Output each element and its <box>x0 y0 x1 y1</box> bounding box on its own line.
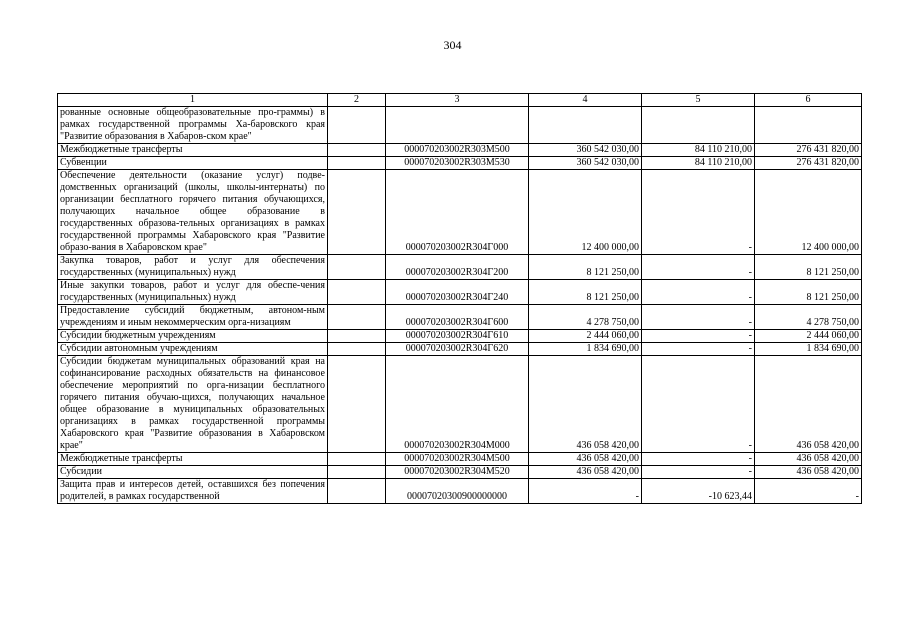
row-col2-cell <box>328 144 386 157</box>
row-col4-amount: 436 058 420,00 <box>529 453 642 466</box>
row-col5-amount: - <box>642 453 755 466</box>
table-row <box>58 453 862 466</box>
row-col4-amount: 2 444 060,00 <box>529 330 642 343</box>
table-row <box>58 170 862 255</box>
row-col2-cell <box>328 453 386 466</box>
row-col2-cell <box>328 255 386 280</box>
row-code-cell: 000070203002R303M500 <box>386 144 529 157</box>
row-col6-amount: - <box>755 479 862 504</box>
column-header-4: 4 <box>529 94 642 107</box>
table-row <box>58 466 862 479</box>
row-col4-amount: 12 400 000,00 <box>529 170 642 255</box>
row-col2-cell <box>328 330 386 343</box>
row-col4-amount <box>529 107 642 144</box>
row-code-cell: 000070203002R304M520 <box>386 466 529 479</box>
row-col2-cell <box>328 107 386 144</box>
row-col6-amount: 436 058 420,00 <box>755 466 862 479</box>
row-col6-amount: 1 834 690,00 <box>755 343 862 356</box>
row-col6-amount: 436 058 420,00 <box>755 356 862 453</box>
row-col2-cell <box>328 280 386 305</box>
row-col5-amount: - <box>642 330 755 343</box>
row-col4-amount: 8 121 250,00 <box>529 280 642 305</box>
row-code-cell: 000070203002R304M500 <box>386 453 529 466</box>
row-name-cell: Субсидии бюджетным учреждениям <box>58 330 328 343</box>
row-col2-cell <box>328 157 386 170</box>
row-code-cell: 000070203002R303M530 <box>386 157 529 170</box>
row-name-cell: Предоставление субсидий бюджетным, автоном-ным учреждениям и иным некоммерческим орга-низациям <box>58 305 328 330</box>
row-col4-amount: 436 058 420,00 <box>529 356 642 453</box>
row-col4-amount: 360 542 030,00 <box>529 144 642 157</box>
row-col2-cell <box>328 466 386 479</box>
row-col6-amount: 12 400 000,00 <box>755 170 862 255</box>
column-header-5: 5 <box>642 94 755 107</box>
row-col5-amount: 84 110 210,00 <box>642 157 755 170</box>
row-col2-cell <box>328 305 386 330</box>
budget-table <box>57 93 862 504</box>
row-name-cell: Субсидии <box>58 466 328 479</box>
table-row <box>58 479 862 504</box>
row-code-cell: 00007020300900000000 <box>386 479 529 504</box>
row-col5-amount: - <box>642 343 755 356</box>
table-row <box>58 107 862 144</box>
table-row <box>58 255 862 280</box>
row-col5-amount: - <box>642 170 755 255</box>
row-name-cell: Субсидии бюджетам муниципальных образований края на софинансирование расходных обязательств на финансовое обеспечение мероприятий по орга-низации бесплатного горячего питания обучаю-щихся, получающих начальное общее образование в муниципальных образовательных организациях в рамках государственной программы Хабаровского края "Развитие образования в Хабаровском крае" <box>58 356 328 453</box>
column-header-6: 6 <box>755 94 862 107</box>
row-col4-amount: 360 542 030,00 <box>529 157 642 170</box>
row-col2-cell <box>328 343 386 356</box>
row-col6-amount: 4 278 750,00 <box>755 305 862 330</box>
row-name-cell: Закупка товаров, работ и услуг для обеспечения государственных (муниципальных) нужд <box>58 255 328 280</box>
row-col2-cell <box>328 479 386 504</box>
row-col6-amount: 8 121 250,00 <box>755 255 862 280</box>
row-name-cell: Субвенции <box>58 157 328 170</box>
row-col5-amount <box>642 107 755 144</box>
row-code-cell: 000070203002R304Г000 <box>386 170 529 255</box>
row-code-cell <box>386 107 529 144</box>
row-name-cell: Защита прав и интересов детей, оставшихся без попечения родителей, в рамках государственной <box>58 479 328 504</box>
row-name-cell: Обеспечение деятельности (оказание услуг) подве-домственных организаций (школы, школы-интернаты) по организации бесплатного горячего питания обучающихся, получающих начальное общее образование в государственных образова-тельных организациях в рамках государственной программы Хабаровского края "Развитие образо-вания в Хабаровском крае" <box>58 170 328 255</box>
row-col5-amount: -10 623,44 <box>642 479 755 504</box>
row-code-cell: 000070203002R304Г610 <box>386 330 529 343</box>
row-col5-amount: - <box>642 356 755 453</box>
table-row <box>58 305 862 330</box>
page-number: 304 <box>443 38 462 52</box>
row-col5-amount: 84 110 210,00 <box>642 144 755 157</box>
row-col6-amount: 436 058 420,00 <box>755 453 862 466</box>
table-body <box>58 107 862 504</box>
table-row <box>58 356 862 453</box>
column-header-3: 3 <box>386 94 529 107</box>
row-col6-amount: 276 431 820,00 <box>755 157 862 170</box>
row-col6-amount: 276 431 820,00 <box>755 144 862 157</box>
row-col4-amount: 436 058 420,00 <box>529 466 642 479</box>
column-header-2: 2 <box>328 94 386 107</box>
row-name-cell: рованные основные общеобразовательные про-граммы) в рамках государственной программы Ха-баровского края "Развитие образования в Хабаров-ском крае" <box>58 107 328 144</box>
row-col4-amount: - <box>529 479 642 504</box>
row-col6-amount: 2 444 060,00 <box>755 330 862 343</box>
row-col2-cell <box>328 356 386 453</box>
row-col6-amount: 8 121 250,00 <box>755 280 862 305</box>
row-col4-amount: 4 278 750,00 <box>529 305 642 330</box>
row-name-cell: Субсидии автономным учреждениям <box>58 343 328 356</box>
column-header-1: 1 <box>58 94 328 107</box>
table-header-row <box>58 94 862 107</box>
row-col5-amount: - <box>642 280 755 305</box>
row-name-cell: Межбюджетные трансферты <box>58 144 328 157</box>
row-col6-amount <box>755 107 862 144</box>
table-row <box>58 157 862 170</box>
row-col5-amount: - <box>642 466 755 479</box>
row-col5-amount: - <box>642 255 755 280</box>
row-col2-cell <box>328 170 386 255</box>
row-name-cell: Иные закупки товаров, работ и услуг для обеспе-чения государственных (муниципальных) нужд <box>58 280 328 305</box>
table-row <box>58 343 862 356</box>
row-code-cell: 000070203002R304M000 <box>386 356 529 453</box>
row-col4-amount: 1 834 690,00 <box>529 343 642 356</box>
row-col5-amount: - <box>642 305 755 330</box>
row-code-cell: 000070203002R304Г620 <box>386 343 529 356</box>
table-row <box>58 330 862 343</box>
row-code-cell: 000070203002R304Г200 <box>386 255 529 280</box>
row-col4-amount: 8 121 250,00 <box>529 255 642 280</box>
table-row <box>58 144 862 157</box>
row-code-cell: 000070203002R304Г240 <box>386 280 529 305</box>
row-code-cell: 000070203002R304Г600 <box>386 305 529 330</box>
table-row <box>58 280 862 305</box>
row-name-cell: Межбюджетные трансферты <box>58 453 328 466</box>
